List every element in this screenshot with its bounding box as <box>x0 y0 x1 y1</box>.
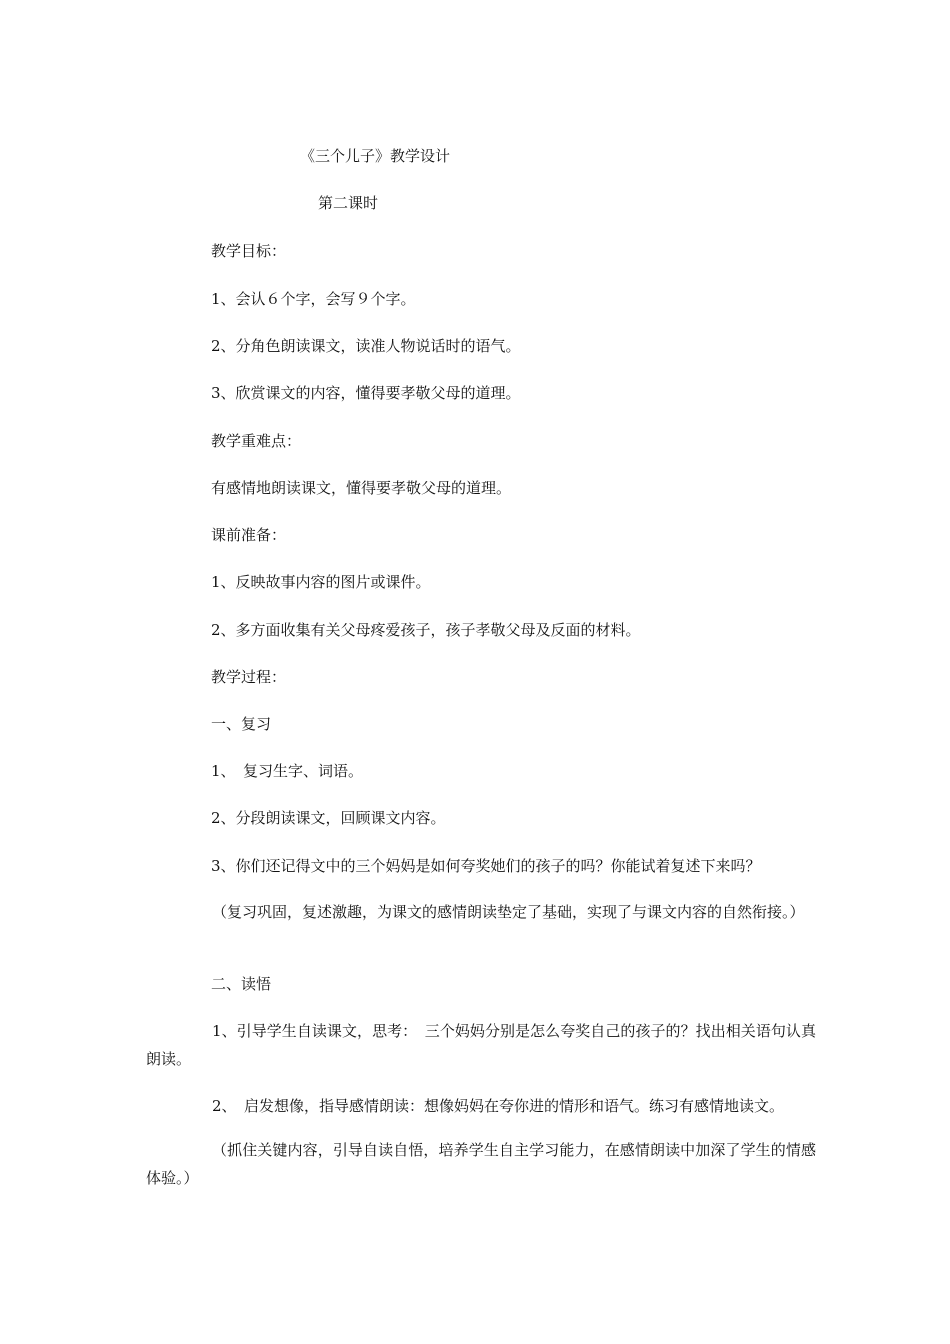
goal-item: 2、分角色朗读课文，读准人物说话时的语气。 <box>211 337 521 355</box>
section1-note: （复习巩固，复述激趣，为课文的感情朗读垫定了基础，实现了与课文内容的自然衔接。） <box>212 903 805 921</box>
key-points-heading: 教学重难点： <box>211 432 302 450</box>
goals-heading: 教学目标： <box>211 242 287 260</box>
goal-item: 1、会认６个字，会写９个字。 <box>211 290 416 308</box>
section1-item: 2、分段朗读课文，回顾课文内容。 <box>211 809 446 827</box>
document-title: 《三个儿子》教学设计 <box>300 147 451 165</box>
prep-item: 2、多方面收集有关父母疼爱孩子，孩子孝敬父母及反面的材料。 <box>211 621 641 639</box>
section1-item: 1、 复习生字、词语。 <box>211 762 364 780</box>
prep-heading: 课前准备： <box>211 526 287 544</box>
section2-item: 1、引导学生自读课文，思考： 三个妈妈分别是怎么夸奖自己的孩子的？找出相关语句认真朗读。 <box>146 1022 816 1068</box>
key-points-text: 有感情地朗读课文，懂得要孝敬父母的道理。 <box>211 479 512 497</box>
process-heading: 教学过程： <box>211 668 287 686</box>
section1-item: 3、你们还记得文中的三个妈妈是如何夸奖她们的孩子的吗？你能试着复述下来吗？ <box>211 857 761 875</box>
section2-note: （抓住关键内容，引导自读自悟，培养学生自主学习能力，在感情朗读中加深了学生的情感体验。） <box>146 1141 816 1187</box>
goal-item: 3、欣赏课文的内容，懂得要孝敬父母的道理。 <box>211 384 521 402</box>
prep-item: 1、反映故事内容的图片或课件。 <box>211 573 431 591</box>
section1-heading: 一、复习 <box>211 715 272 733</box>
section2-heading: 二、读悟 <box>211 975 272 993</box>
section2-item: 2、 启发想像，指导感情朗读：想像妈妈在夸你进的情形和语气。练习有感情地读文。 <box>212 1097 785 1115</box>
lesson-period: 第二课时 <box>318 194 379 212</box>
